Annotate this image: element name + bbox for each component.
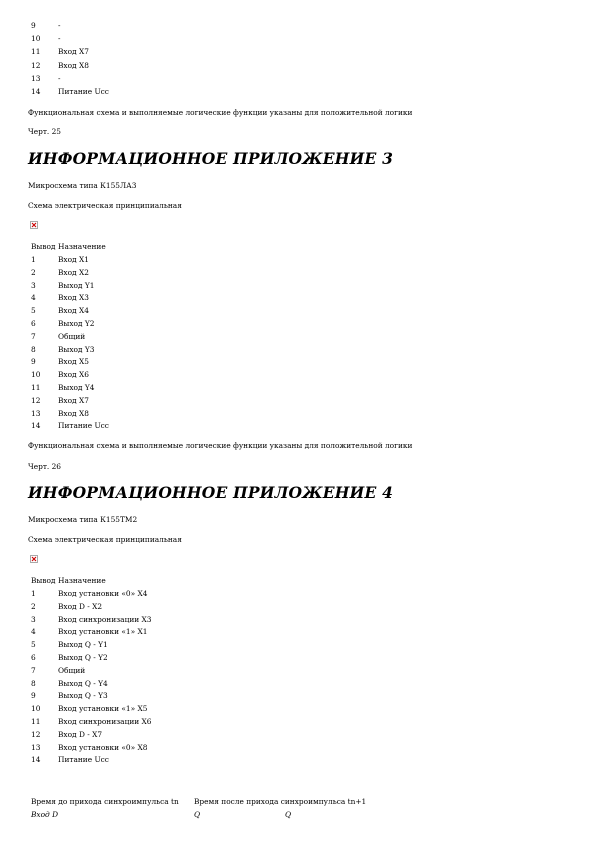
- pin-number: 1: [31, 589, 36, 598]
- pin-row: [31, 640, 108, 649]
- pin-purpose: Выход Y3: [58, 344, 95, 354]
- col-purpose-header: Назначение: [58, 576, 106, 585]
- pin-number: 10: [31, 704, 41, 714]
- pin-row: [31, 34, 61, 43]
- pin-number: 3: [31, 614, 36, 624]
- pin-number: 12: [31, 729, 41, 739]
- broken-image-icon: [30, 221, 38, 229]
- broken-image-icon: [30, 555, 38, 563]
- note-positive-logic-2: Функциональная схема и выполняемые логические функции указаны для положительной логики: [28, 441, 413, 450]
- pin-number: 4: [31, 293, 36, 303]
- pin-number: 12: [31, 60, 41, 70]
- pin-row: [31, 409, 89, 418]
- pin-number: 11: [31, 383, 41, 392]
- pin-row: [31, 370, 89, 379]
- pin-row: [31, 281, 94, 290]
- pin-number: 6: [31, 319, 36, 328]
- pin-row: [31, 602, 102, 611]
- pin-purpose: -: [58, 21, 61, 30]
- pin-row: [31, 717, 152, 726]
- pin-row: [31, 383, 94, 392]
- pin-purpose: Выход Y2: [58, 319, 95, 328]
- appendix-4-heading: ИНФОРМАЦИОННОЕ ПРИЛОЖЕНИЕ 4: [28, 483, 394, 502]
- pin-purpose: Вход X2: [58, 267, 89, 277]
- appendix-4-scheme-title: Схема электрическая принципиальная: [28, 535, 182, 544]
- pin-number: 11: [31, 717, 41, 726]
- pin-number: 8: [31, 344, 36, 354]
- pin-number: 6: [31, 653, 36, 662]
- pin-purpose: Выход Q - Y1: [58, 640, 108, 650]
- appendix-3-heading: ИНФОРМАЦИОННОЕ ПРИЛОЖЕНИЕ 3: [28, 149, 394, 168]
- pin-purpose: Вход X8: [58, 408, 89, 418]
- pin-purpose: Вход X1: [58, 255, 89, 264]
- timing-col-q2: Q: [285, 810, 292, 819]
- pin-purpose: Вход синхронизации X6: [58, 717, 152, 726]
- pin-row: [31, 653, 108, 662]
- pin-row: [31, 306, 89, 315]
- pin-purpose: Вход установки «0» X4: [58, 589, 148, 598]
- pin-row: [31, 755, 109, 764]
- pin-purpose: Вход установки «1» X1: [58, 627, 148, 637]
- appendix-4-table-header: [31, 576, 106, 585]
- pin-number: 14: [31, 755, 41, 765]
- pin-number: 2: [31, 601, 36, 611]
- pin-row: [31, 74, 61, 83]
- chart-label-26: Черт. 26: [28, 462, 62, 471]
- pin-row: [31, 589, 147, 598]
- pin-number: 7: [31, 331, 36, 341]
- pin-row: [31, 743, 147, 752]
- pin-number: 9: [31, 357, 36, 367]
- pin-purpose: Общий: [58, 665, 86, 675]
- pin-number: 10: [31, 370, 41, 380]
- appendix-3-microcircuit: Микросхема типа К155ЛА3: [28, 181, 137, 190]
- pin-row: [31, 704, 147, 713]
- pin-purpose: Общий: [58, 331, 86, 341]
- pin-number: 2: [31, 267, 36, 277]
- pin-purpose: Вход X7: [58, 395, 89, 405]
- pin-row: [31, 47, 89, 56]
- pin-row: [31, 319, 94, 328]
- pin-purpose: Вход X5: [58, 357, 89, 367]
- pin-purpose: -: [58, 34, 61, 44]
- pin-row: [31, 293, 89, 302]
- pin-number: 12: [31, 395, 41, 405]
- pin-row: [31, 691, 108, 700]
- col-purpose-header: Назначение: [58, 242, 106, 251]
- pin-purpose: Вход установки «1» X5: [58, 704, 148, 714]
- col-pin-header: Вывод: [31, 576, 56, 585]
- pin-number: 9: [31, 691, 36, 701]
- pin-number: 5: [31, 640, 36, 650]
- note-positive-logic-1: Функциональная схема и выполняемые логические функции указаны для положительной логики: [28, 108, 413, 117]
- pin-row: [31, 666, 85, 675]
- chart-label-25: Черт. 25: [28, 127, 62, 136]
- pin-purpose: -: [58, 73, 61, 83]
- appendix-4-microcircuit: Микросхема типа К155ТМ2: [28, 515, 138, 524]
- pin-purpose: Вход X8: [58, 60, 89, 70]
- pin-row: [31, 332, 85, 341]
- pin-row: [31, 357, 89, 366]
- timing-col-d: Вход D: [31, 810, 59, 819]
- pin-purpose: Вход установки «0» X8: [58, 742, 148, 752]
- pin-row: [31, 627, 147, 636]
- pin-row: [31, 679, 108, 688]
- pin-row: [31, 61, 89, 70]
- pin-number: 13: [31, 408, 41, 418]
- timing-after-label: Время после прихода синхроимпульса tn+1: [194, 797, 367, 806]
- pin-number: 7: [31, 665, 36, 675]
- pin-row: [31, 268, 89, 277]
- pin-purpose: Вход синхронизации X3: [58, 614, 152, 624]
- timing-col-q1: Q: [194, 810, 201, 819]
- pin-purpose: Вход D - X7: [58, 729, 103, 739]
- pin-row: [31, 345, 94, 354]
- pin-purpose: Питание Ucc: [58, 755, 109, 765]
- pin-purpose: Вход X4: [58, 306, 89, 316]
- pin-row: [31, 421, 109, 430]
- pin-purpose: Выход Q - Y2: [58, 653, 108, 662]
- pin-purpose: Питание Ucc: [58, 421, 109, 431]
- pin-number: 1: [31, 255, 36, 264]
- pin-purpose: Вход X3: [58, 293, 89, 303]
- pin-row: [31, 255, 89, 264]
- pin-purpose: Вход X6: [58, 370, 89, 380]
- timing-before-label: Время до прихода синхроимпульса tn: [31, 797, 179, 806]
- pin-purpose: Питание Ucc: [58, 87, 109, 96]
- pin-number: 13: [31, 73, 41, 83]
- pin-purpose: Выход Y4: [58, 383, 95, 392]
- pin-row: [31, 396, 89, 405]
- pin-purpose: Выход Q - Y3: [58, 691, 108, 701]
- pin-row: [31, 21, 61, 30]
- appendix-3-table-header: [31, 242, 106, 251]
- appendix-3-scheme-title: Схема электрическая принципиальная: [28, 201, 182, 210]
- pin-row: [31, 615, 152, 624]
- pin-number: 13: [31, 742, 41, 752]
- pin-purpose: Выход Q - Y4: [58, 678, 108, 688]
- pin-number: 9: [31, 21, 36, 30]
- pin-number: 4: [31, 627, 36, 637]
- col-pin-header: Вывод: [31, 242, 56, 251]
- pin-number: 14: [31, 87, 41, 96]
- pin-number: 5: [31, 306, 36, 316]
- pin-purpose: Вход D - X2: [58, 601, 103, 611]
- pin-purpose: Выход Y1: [58, 280, 95, 290]
- pin-row: [31, 730, 102, 739]
- pin-number: 10: [31, 34, 41, 44]
- pin-number: 8: [31, 678, 36, 688]
- pin-number: 3: [31, 280, 36, 290]
- pin-number: 11: [31, 47, 41, 57]
- pin-row: [31, 87, 109, 96]
- pin-purpose: Вход X7: [58, 47, 89, 57]
- pin-number: 14: [31, 421, 41, 431]
